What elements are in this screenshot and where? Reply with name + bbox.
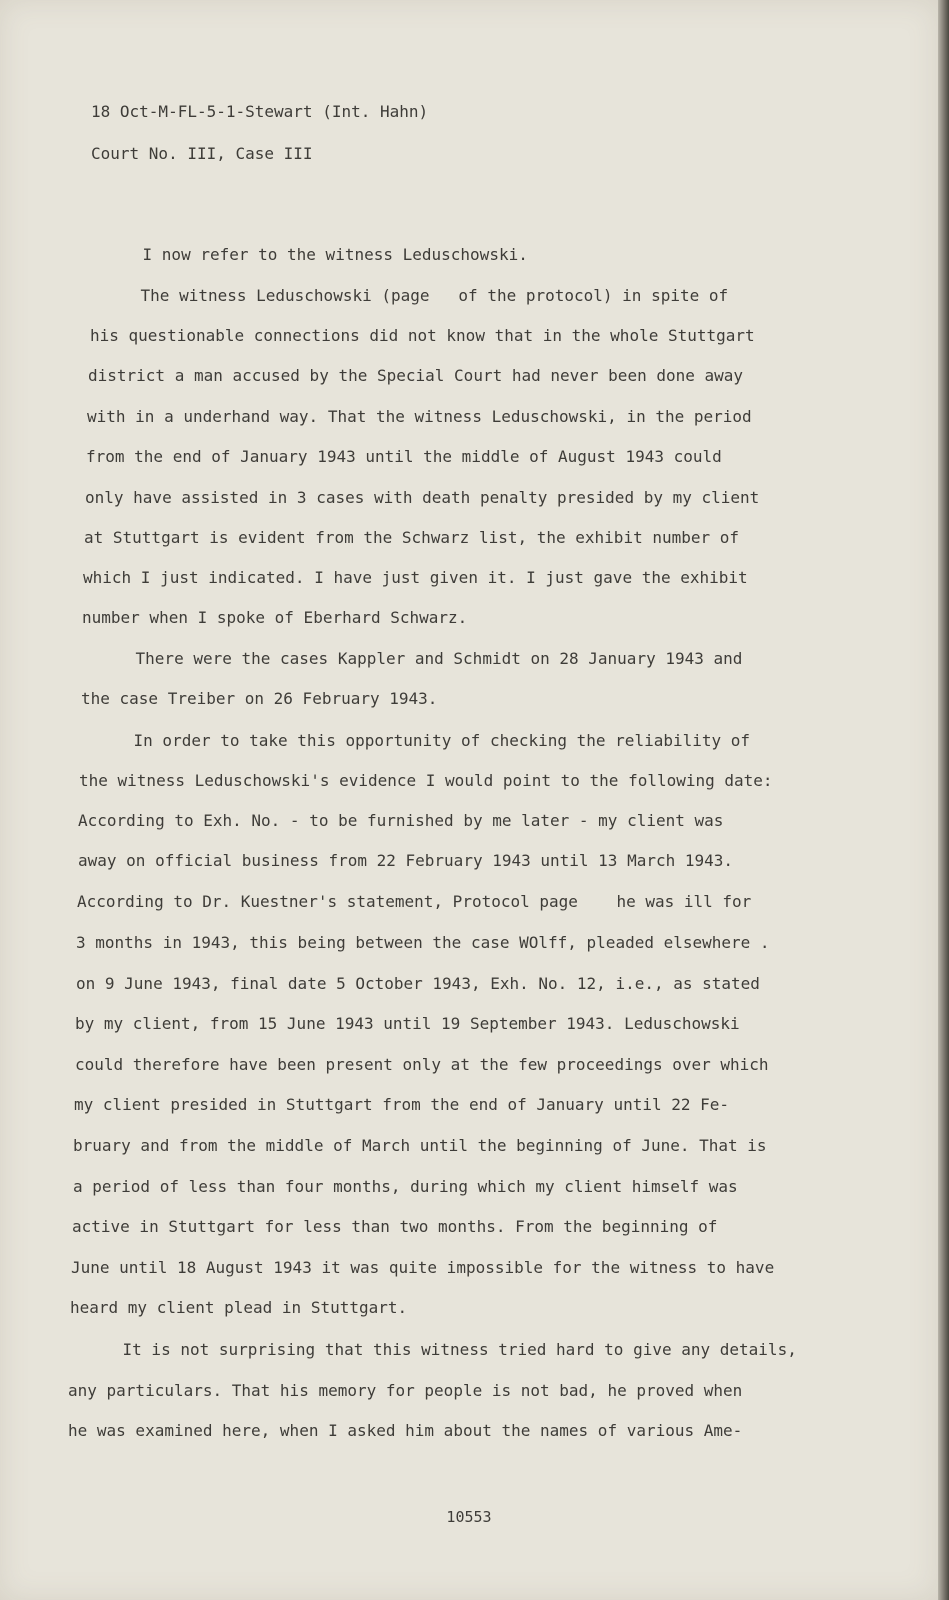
page-edge-shadow <box>938 0 949 1600</box>
body-line: I now refer to the witness Leduschowski. <box>104 245 528 264</box>
body-line: According to Dr. Kuestner's statement, Protocol page he was ill for <box>77 892 752 911</box>
body-line: number when I spoke of Eberhard Schwarz. <box>82 608 468 627</box>
body-line: district a man accused by the Special Court had never been done away <box>88 366 744 385</box>
body-line: There were the cases Kappler and Schmidt on 28 January 1943 and <box>97 649 743 668</box>
body-line: June until 18 August 1943 it was quite impossible for the witness to have <box>71 1258 775 1277</box>
body-line: The witness Leduschowski (page of the protocol) in spite of <box>102 286 729 305</box>
body-line: a period of less than four months, during which my client himself was <box>73 1177 738 1196</box>
body-line: at Stuttgart is evident from the Schwarz list, the exhibit number of <box>84 528 740 547</box>
body-line: According to Exh. No. - to be furnished by me later - my client was <box>78 811 724 830</box>
document-reference: 18 Oct-M-FL-5-1-Stewart (Int. Hahn) <box>91 102 429 121</box>
body-line: his questionable connections did not know that in the whole Stuttgart <box>90 326 755 345</box>
body-line: away on official business from 22 February 1943 until 13 March 1943. <box>78 851 734 870</box>
body-line: he was examined here, when I asked him about the names of various Ame- <box>68 1421 743 1440</box>
body-line: could therefore have been present only at the few proceedings over which <box>75 1055 769 1074</box>
body-line: 3 months in 1943, this being between the case WOlff, pleaded elsewhere . <box>76 933 770 952</box>
body-line: my client presided in Stuttgart from the end of January until 22 Fe- <box>74 1095 730 1114</box>
body-line: bruary and from the middle of March until the beginning of June. That is <box>73 1136 767 1155</box>
body-line: which I just indicated. I have just given it. I just gave the exhibit <box>83 568 748 587</box>
page-number: 10553 <box>446 1508 492 1526</box>
body-line: on 9 June 1943, final date 5 October 1943, Exh. No. 12, i.e., as stated <box>76 974 760 993</box>
body-line: the case Treiber on 26 February 1943. <box>81 689 438 708</box>
body-line: In order to take this opportunity of checking the reliability of <box>95 731 751 750</box>
body-line: by my client, from 15 June 1943 until 19 September 1943. Leduschowski <box>75 1014 740 1033</box>
body-line: It is not surprising that this witness tried hard to give any details, <box>84 1340 797 1359</box>
body-line: heard my client plead in Stuttgart. <box>70 1298 408 1317</box>
body-line: any particulars. That his memory for people is not bad, he proved when <box>68 1381 743 1400</box>
body-line: only have assisted in 3 cases with death penalty presided by my client <box>85 488 760 507</box>
body-line: with in a underhand way. That the witness Leduschowski, in the period <box>87 407 752 426</box>
court-case-line: Court No. III, Case III <box>91 144 313 163</box>
body-line: active in Stuttgart for less than two months. From the beginning of <box>72 1217 718 1236</box>
body-line: the witness Leduschowski's evidence I would point to the following date: <box>79 771 773 790</box>
body-line: from the end of January 1943 until the middle of August 1943 could <box>86 447 722 466</box>
